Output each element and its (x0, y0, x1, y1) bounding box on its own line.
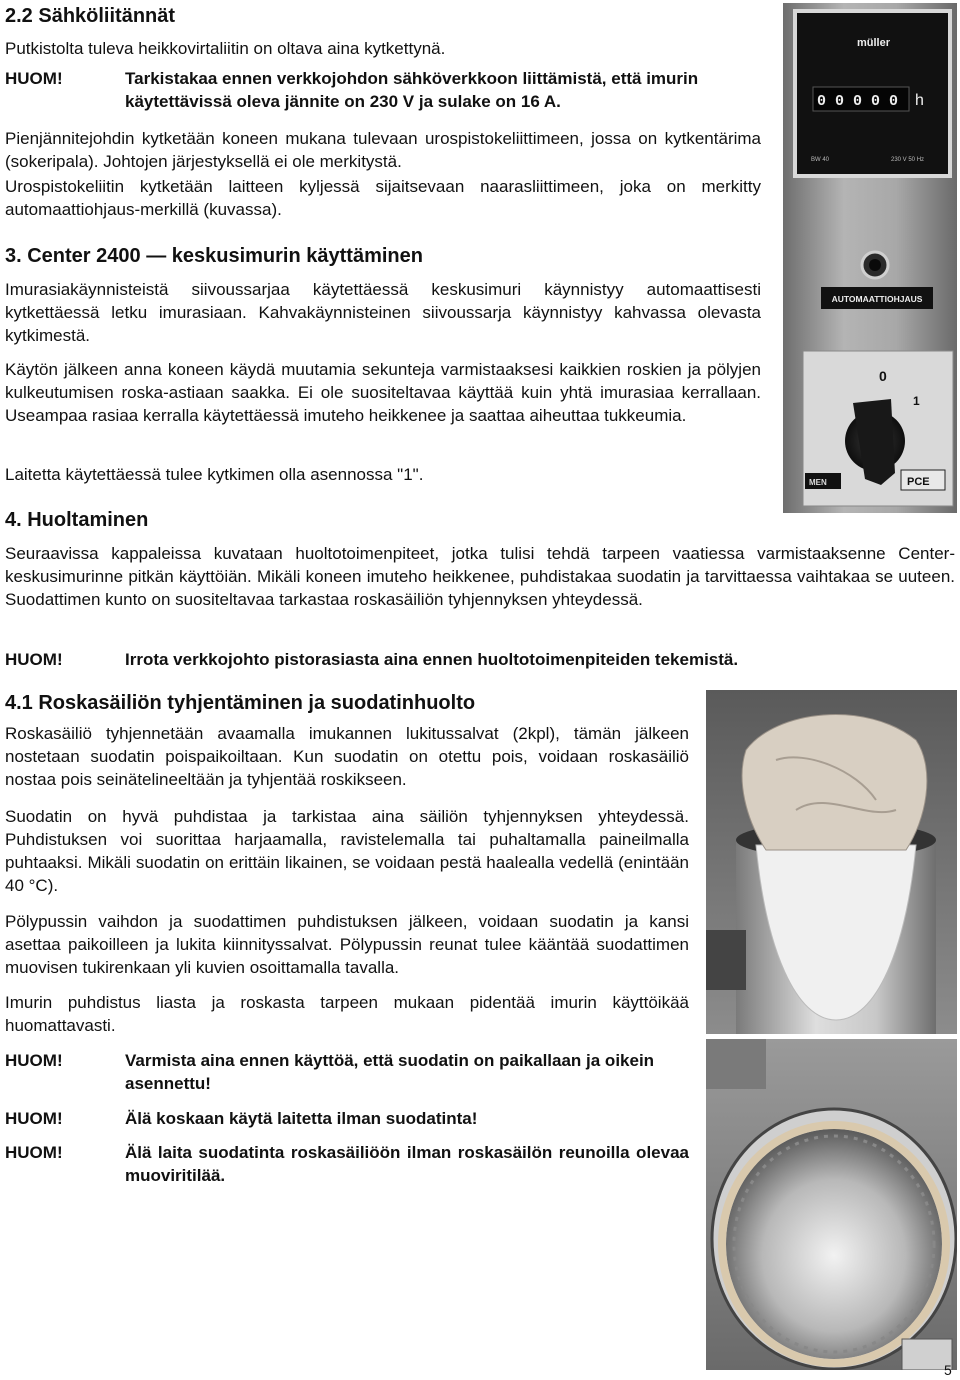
page-number: 5 (944, 1362, 952, 1378)
control-panel-image (783, 3, 957, 513)
huom-label: HUOM! (5, 69, 63, 88)
paragraph: Laitetta käytettäessä tulee kytkimen olla asennossa "1". (5, 465, 424, 484)
control-panel-photo (783, 3, 957, 513)
drum-ring-image (706, 1039, 957, 1370)
automaattiohjaus-label: AUTOMAATTIOHJAUS (831, 294, 923, 304)
huom-text: Tarkistakaa ennen verkkojohdon sähköverkkoon liittämistä, että imurin käytettävissä oleva jännite on 230 V ja sulake on 16 A. (125, 69, 699, 111)
counter-unit: h (915, 92, 924, 109)
paragraph: Roskasäiliö tyhjennetään avaamalla imukannen lukitussalvat (2kpl), tämän jälkeen nostetaan suodatin poispaikoiltaan. Kun suodatin on otettu pois, voidaan roskasäiliö nostaa pois seinätelineeltään ja tyhjentää roskikseen. (5, 724, 689, 789)
paragraph: Imurin puhdistus liasta ja roskasta tarpeen mukaan pidentää imurin käyttöikää huomattavasti. (5, 993, 689, 1035)
huom-text: Varmista aina ennen käyttöä, että suodatin on paikallaan ja oikein asennettu! (125, 1051, 655, 1093)
huom-label: HUOM! (5, 1109, 63, 1128)
switch-position-1: 1 (913, 394, 920, 408)
section-heading-4: 4. Huoltaminen (5, 509, 149, 531)
drum-ring-photo (706, 1039, 957, 1370)
huom-text: Älä laita suodatinta roskasäiliöön ilman roskasäilön reunoilla olevaa muoviritilää. (125, 1143, 689, 1185)
section-heading-4-1: 4.1 Roskasäiliön tyhjentäminen ja suodatinhuolto (5, 692, 476, 714)
paragraph: Suodatin on hyvä puhdistaa ja tarkistaa aina säiliön tyhjennyksen yhteydessä. Puhdistuksen voi suorittaa harjaamalla, ravistelemalla tai puhaltamalla paineilmalla puhtaaksi. Mikäli suodatin on erittäin likainen, se voidaan pestä haalealla vedellä (enintään 40 °C). (5, 807, 689, 895)
filter-bag-photo (706, 690, 957, 1034)
paragraph: Imurasiakäynnisteistä siivoussarjaa käytettäessä keskusimuri käynnistyy automaattisesti kytkettäessä letku imurasiaan. Kahvakäynnisteinen siivoussarja käynnistyy kahvassa olevasta kytkimestä. (5, 280, 761, 345)
switch-position-0: 0 (879, 368, 887, 384)
counter-digits: 0 0 0 0 0 (817, 93, 899, 110)
brand-label: müller (857, 37, 891, 49)
huom-text: Älä koskaan käytä laitetta ilman suodatinta! (125, 1109, 478, 1128)
huom-text: Irrota verkkojohto pistorasiasta aina ennen huoltotoimenpiteiden tekemistä. (125, 650, 739, 669)
section-heading-2-2: 2.2 Sähköliitännät (5, 5, 176, 27)
paragraph: Urospistokeliitin kytketään laitteen kyljessä sijaitsevaan naarasliittimeen, joka on merkitty automaattiohjaus-merkillä (kuvassa). (5, 177, 761, 219)
paragraph: Seuraavissa kappaleissa kuvataan huoltotoimenpiteet, jotka tulisi tehdä tarpeen vaatiessa varmistaaksenne Center-keskusimurinne pitkän käyttöiän. Mikäli koneen imuteho heikkenee, puhdistakaa suodatin ja tarvittaessa vaihtakaa se uuteen. Suodattimen kunto on suositeltavaa tarkastaa roskasäiliön tyhjennyksen yhteydessä. (5, 544, 955, 609)
paragraph: Putkistolta tuleva heikkovirtaliitin on oltava aina kytkettynä. (5, 39, 446, 58)
paragraph: Pienjännitejohdin kytketään koneen mukana tulevaan urospistokeliittimeen, jossa on kytkentärima (sokeripala). Johtojen järjestyksellä ei ole merkitystä. (5, 129, 761, 171)
huom-label: HUOM! (5, 650, 63, 669)
switch-brand-label: MEN (809, 478, 827, 487)
filter-bag-image (706, 690, 957, 1034)
meter-rating-label: 230 V 50 Hz (891, 157, 925, 163)
paragraph: Pölypussin vaihdon ja suodattimen puhdistuksen jälkeen, voidaan suodatin ja kansi asettaa paikoilleen ja lukita kiinnityssalvat. Pölypussin reunat tulee kääntää suodattimen muovisen tukirenkaan yli kuvien osoittamalla tavalla. (5, 912, 689, 977)
huom-label: HUOM! (5, 1143, 63, 1162)
section-heading-3: 3. Center 2400 — keskusimurin käyttäminen (5, 245, 423, 267)
meter-model-label: BW 40 (811, 157, 830, 163)
paragraph: Käytön jälkeen anna koneen käydä muutamia sekunteja varmistaaksesi kaikkien roskien ja pölyjen kulkeutumisen roska-astiaan saakka. Ei ole suositeltavaa käyttää kuin yhtä imurasiaa kerrallaan. Useampaa rasiaa kerralla käytettäessä imuteho heikkenee ja saattaa aiheuttaa tukkeumia. (5, 360, 761, 425)
huom-label: HUOM! (5, 1051, 63, 1070)
switch-maker-label: PCE (907, 476, 930, 488)
